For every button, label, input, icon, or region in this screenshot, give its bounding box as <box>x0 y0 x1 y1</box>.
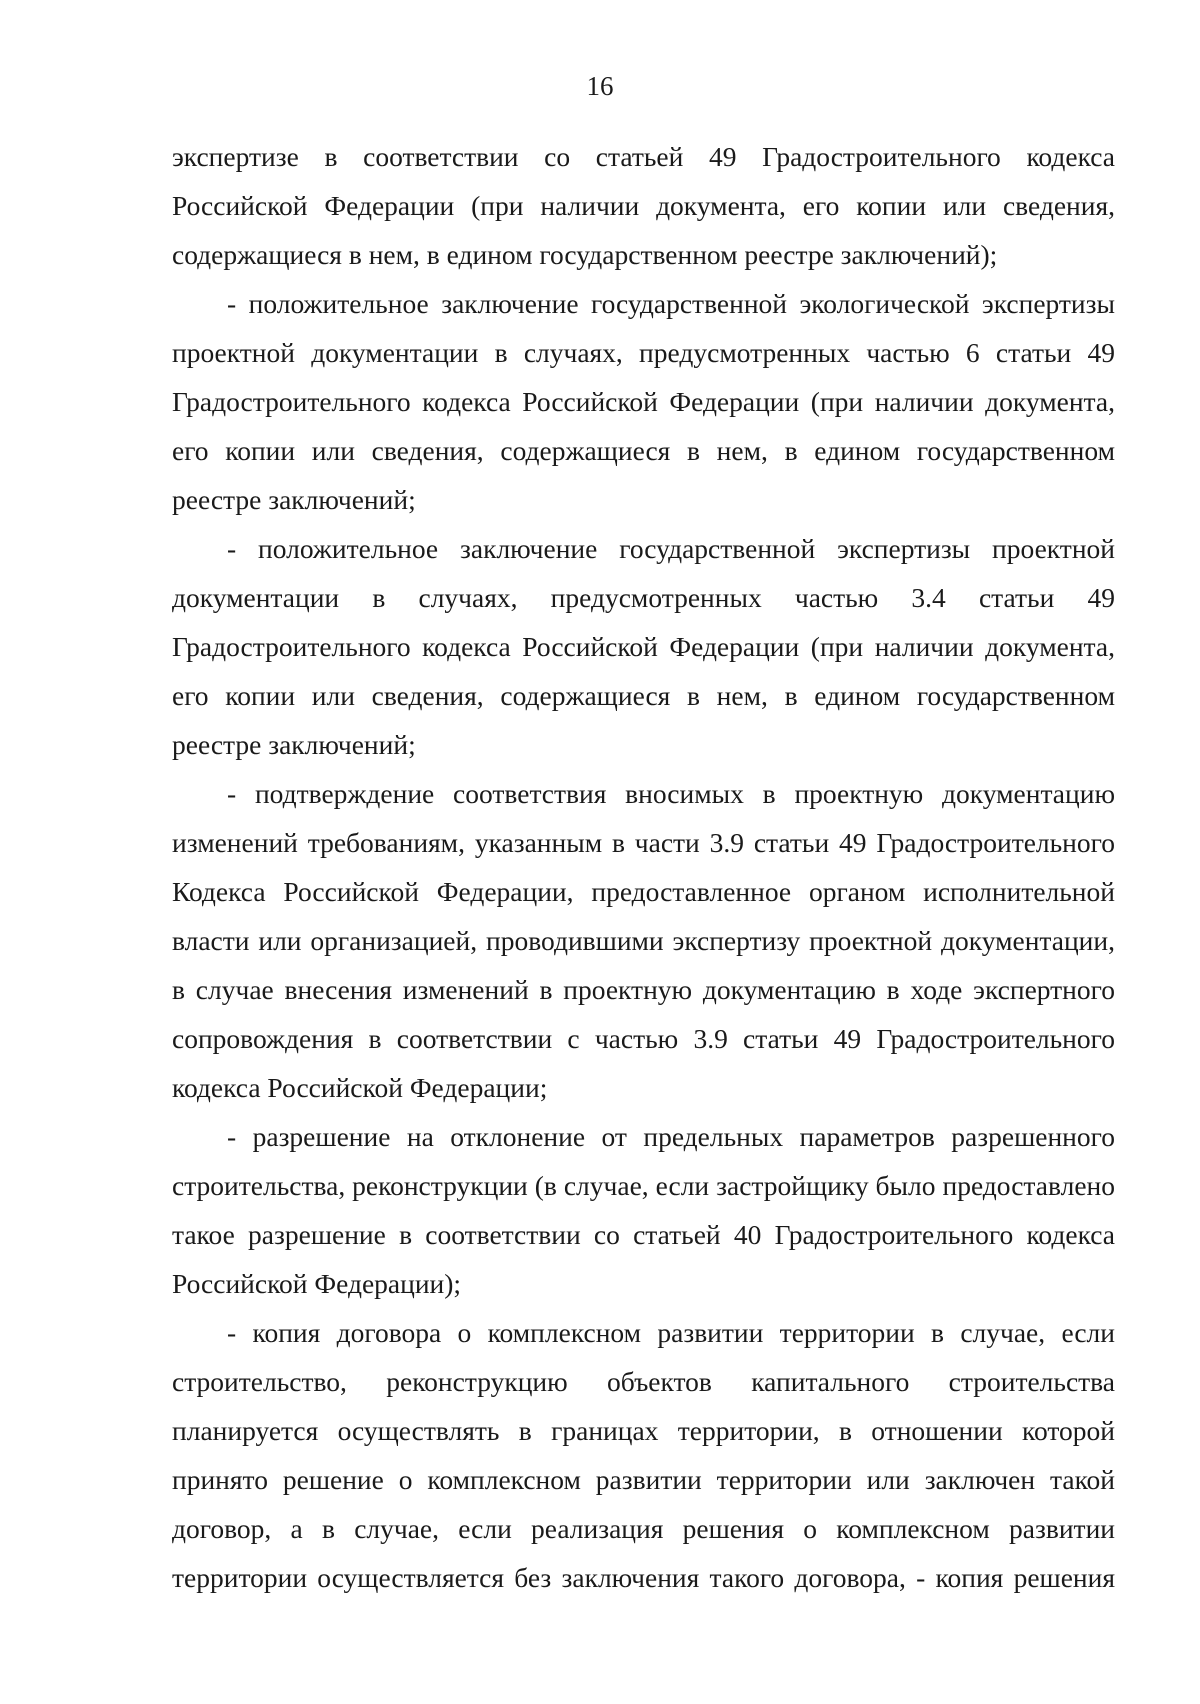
paragraph-deviation-permit: - разрешение на отклонение от предельных параметров разрешенного строительства, реконструкции (в случае, если застройщику было предоставлено такое разрешение в соответствии со статьей 40 Градостроительного кодекса Российской Федерации); <box>172 1121 1115 1299</box>
paragraph-complex-development-contract: - копия договора о комплексном развитии территории в случае, если строительство, реконструкцию объектов капитального строительства планируется осуществлять в границах территории, в отношении которой принято решение о комплексном развитии территории или заключен такой договор, а в случае, если реализация решения о комплексном развитии территории осуществляется без заключения такого договора, - копия решения <box>172 1317 1115 1593</box>
paragraph-ecological-expertise: - положительное заключение государственной экологической экспертизы проектной документации в случаях, предусмотренных частью 6 статьи 49 Градостроительного кодекса Российской Федерации (при наличии документа, его копии или сведения, содержащиеся в нем, в едином государственном реестре заключений; <box>172 288 1115 515</box>
document-body <box>172 132 1115 1602</box>
page-number: 16 <box>586 71 614 101</box>
paragraph-changes-confirmation: - подтверждение соответствия вносимых в проектную документацию изменений требованиям, указанным в части 3.9 статьи 49 Градостроительного Кодекса Российской Федерации, предоставленное органом исполнительной власти или организацией, проводившими экспертизу проектной документации, в случае внесения изменений в проектную документацию в ходе экспертного сопровождения в соответствии с частью 3.9 статьи 49 Градостроительного кодекса Российской Федерации; <box>172 778 1115 1103</box>
paragraph-state-expertise: - положительное заключение государственной экспертизы проектной документации в случаях, предусмотренных частью 3.4 статьи 49 Градостроительного кодекса Российской Федерации (при наличии документа, его копии или сведения, содержащиеся в нем, в едином государственном реестре заключений; <box>172 533 1115 760</box>
paragraph-continuation: экспертизе в соответствии со статьей 49 Градостроительного кодекса Российской Федерации (при наличии документа, его копии или сведения, содержащиеся в нем, в едином государственном реестре заключений); <box>172 141 1115 270</box>
